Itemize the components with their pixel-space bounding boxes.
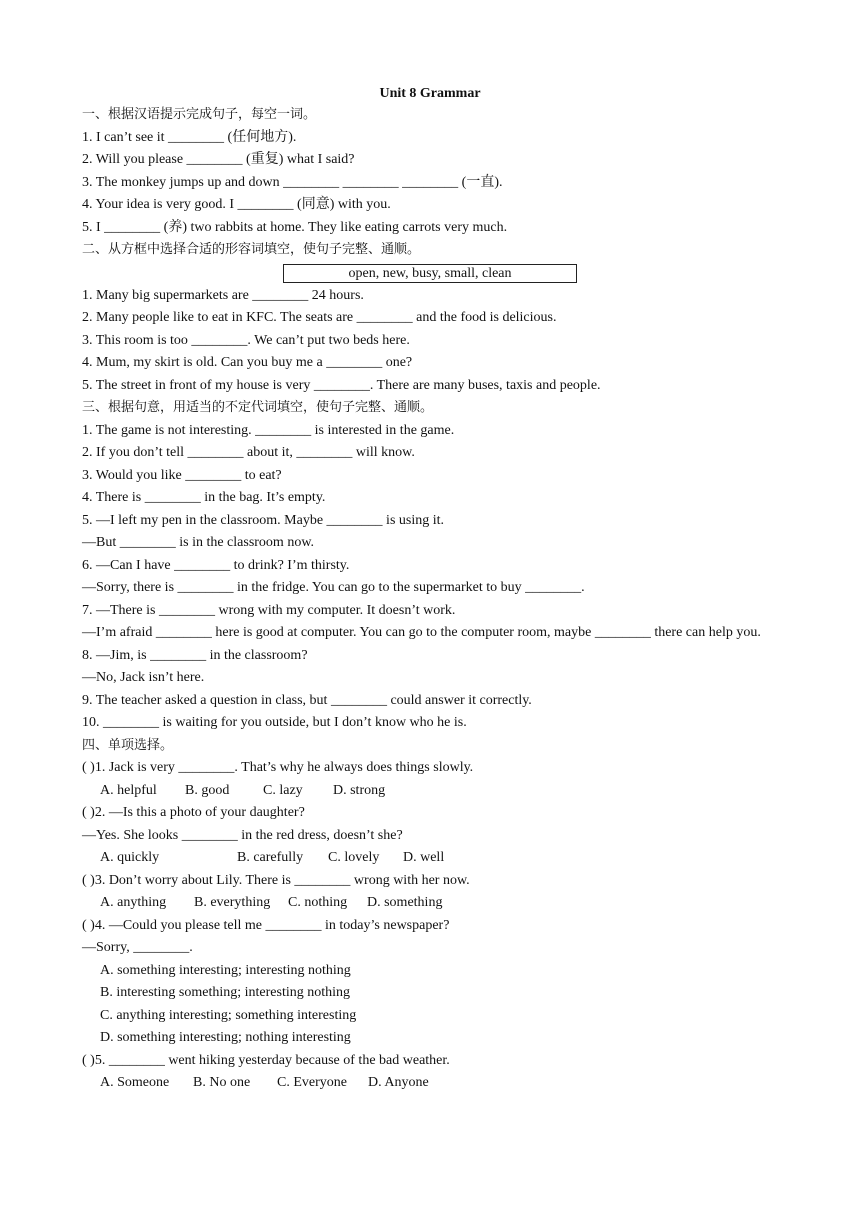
s3-item-1: 1. The game is not interesting. ________ is interested in the game. — [82, 422, 455, 438]
mc-option: B. No one — [193, 1075, 251, 1090]
mc-option: A. something interesting; interesting nothing — [100, 962, 351, 978]
s1-item-2: 2. Will you please ________ (重复) what I said? — [82, 152, 355, 167]
s3-item-5: 5. —I left my pen in the classroom. Maybe ________ is using it. — [82, 512, 445, 528]
mc-options-1 — [82, 780, 778, 803]
s3-item-9: 9. The teacher asked a question in class, but ________ could answer it correctly. — [82, 692, 532, 708]
s1-item-4: 4. Your idea is very good. I ________ (同意) with you. — [82, 197, 391, 212]
s2-item-5: 5. The street in front of my house is very ________. There are many buses, taxis and people. — [82, 377, 601, 393]
s1-item-3: 3. The monkey jumps up and down ________ ________ ________ (一直). — [82, 174, 503, 190]
mc-option: D. something — [367, 895, 443, 910]
page-title: Unit 8 Grammar — [379, 86, 481, 101]
s3-item-4: 4. There is ________ in the bag. It’s empty. — [82, 490, 326, 505]
mc-option: D. well — [403, 850, 445, 865]
mc-question-2-reply: —Yes. She looks ________ in the red dress, doesn’t she? — [82, 827, 403, 843]
mc-option: A. quickly — [100, 850, 160, 865]
mc-option: C. lovely — [328, 850, 380, 865]
s2-item-3: 3. This room is too ________. We can’t put two beds here. — [82, 332, 410, 348]
mc-option: D. something interesting; nothing interesting — [100, 1030, 351, 1045]
s3-item-8-reply: —No, Jack isn’t here. — [82, 670, 205, 685]
mc-option: D. Anyone — [368, 1075, 429, 1090]
mc-option: A. anything — [100, 895, 167, 910]
mc-option: B. carefully — [237, 850, 304, 865]
s2-item-4: 4. Mum, my skirt is old. Can you buy me a ________ one? — [82, 355, 413, 370]
mc-question-3: ( )3. Don’t worry about Lily. There is ________ wrong with her now. — [82, 872, 470, 888]
mc-option: B. everything — [194, 895, 271, 910]
mc-options-3 — [82, 892, 778, 915]
mc-option: C. anything interesting; something interesting — [100, 1007, 357, 1023]
s3-item-3: 3. Would you like ________ to eat? — [82, 467, 282, 483]
mc-question-5: ( )5. ________ went hiking yesterday because of the bad weather. — [82, 1052, 450, 1068]
mc-options-5 — [82, 1072, 778, 1095]
s3-item-7: 7. —There is ________ wrong with my computer. It doesn’t work. — [82, 602, 456, 618]
worksheet — [82, 84, 778, 1095]
mc-options-2 — [82, 847, 778, 870]
mc-question-1: ( )1. Jack is very ________. That’s why he always does things slowly. — [82, 760, 474, 775]
s3-item-6: 6. —Can I have ________ to drink? I’m thirsty. — [82, 557, 350, 573]
mc-question-4: ( )4. —Could you please tell me ________ in today’s newspaper? — [82, 917, 450, 933]
s2-item-2: 2. Many people like to eat in KFC. The seats are ________ and the food is delicious. — [82, 310, 557, 325]
s1-item-1: 1. I can’t see it ________ (任何地方). — [82, 129, 297, 145]
s3-item-5-reply: —But ________ is in the classroom now. — [82, 535, 315, 550]
section-3-heading: 三、根据句意，用适当的不定代词填空，使句子完整、通顺。 — [82, 400, 434, 415]
s1-item-5: 5. I ________ (养) two rabbits at home. They like eating carrots very much. — [82, 219, 508, 235]
s3-item-2: 2. If you don’t tell ________ about it, ________ will know. — [82, 445, 415, 460]
section-4-heading: 四、单项选择。 — [82, 737, 174, 753]
mc-option: A. Someone — [100, 1075, 170, 1090]
mc-option: B. interesting something; interesting nothing — [100, 985, 351, 1000]
mc-question-4-reply: —Sorry, ________. — [82, 940, 193, 955]
s3-item-10: 10. ________ is waiting for you outside, but I don’t know who he is. — [82, 715, 467, 730]
mc-option: C. lazy — [263, 782, 303, 798]
mc-option: C. nothing — [288, 895, 348, 910]
word-box: open, new, busy, small, clean — [283, 264, 577, 283]
section-2-heading: 二、从方框中选择合适的形容词填空，使句子完整、通顺。 — [82, 242, 421, 257]
section-1-heading: 一、根据汉语提示完成句子，每空一词。 — [82, 107, 317, 122]
mc-option: C. Everyone — [277, 1075, 347, 1090]
s3-item-7-reply: —I’m afraid ________ here is good at computer. You can go to the computer room, maybe ________ there can help you. — [82, 625, 761, 640]
mc-question-2: ( )2. —Is this a photo of your daughter? — [82, 805, 305, 820]
mc-option: A. helpful — [100, 782, 157, 798]
mc-option: B. good — [185, 782, 230, 798]
s3-item-8: 8. —Jim, is ________ in the classroom? — [82, 647, 308, 663]
mc-option: D. strong — [333, 782, 386, 798]
s3-item-6-reply: —Sorry, there is ________ in the fridge. You can go to the supermarket to buy ________. — [82, 580, 585, 595]
s2-item-1: 1. Many big supermarkets are ________ 24 hours. — [82, 287, 364, 303]
